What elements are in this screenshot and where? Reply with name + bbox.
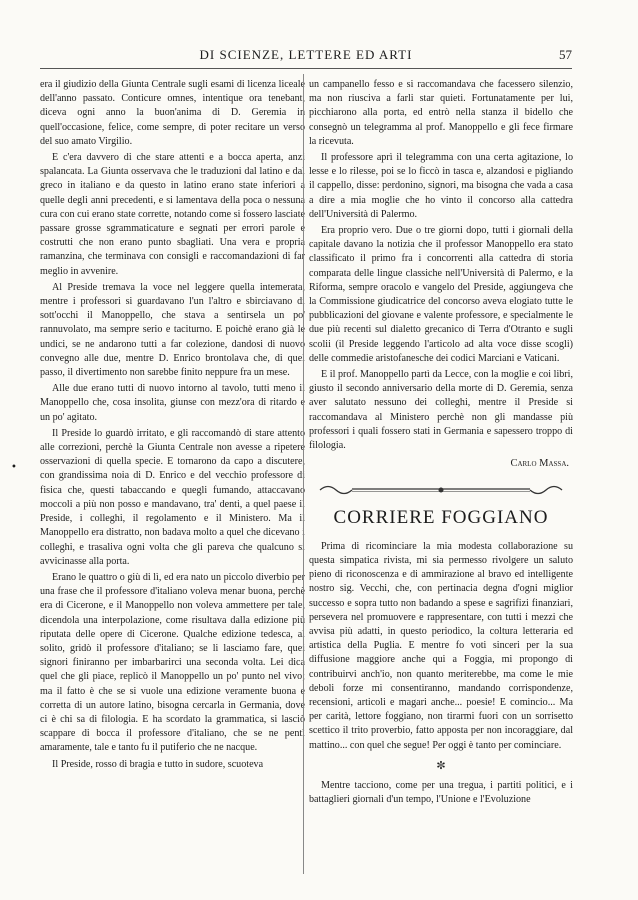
paragraph: E c'era davvero di che stare attenti e a bocca aperta, anzi spalancata. La Giunta osservava che le traduzioni dal latino e dal greco in italiano e da questo in latino erano state inferiori a quelle degli anni precedenti, e si lamentava della poca o nessuna cura con cui erano state corrette, notando come si fossero lasciate passare grosse sgrammaticature e segnati per errori parole e costrutti che non erano punto sbagliati. Una vera e propria ramanzina, che terminava con consigli e raccomandazioni di far meglio in avvenire. [40,152,305,277]
ornamental-rule [309,481,573,499]
author-signature: Carlo Massa. [510,458,569,470]
paragraph: E il prof. Manoppello partì da Lecce, con la moglie e coi libri, giusto il secondo anniversario della morte di D. Geremia, senza aver salutato nessuno dei colleghi, mentre il Preside si raccomandava al Ministero perchè non gli mandasse più professori i quali fossero stati in Germania e sapessero troppo di filologia. [309,369,573,452]
paragraph: era il giudizio della Giunta Centrale sugli esami di licenza liceale dell'anno passato. Conticure omnes, intentique ora tenebant, diceva ogni anno la buon'anima di D. Geremia in quell'occasione, felice, come sempre, di poter recitare un verso del suo amato Virgilio. [40,79,305,147]
page-number: 57 [559,47,572,62]
paragraph: Alle due erano tutti di nuovo intorno al tavolo, tutti meno il Manoppello che, cosa insolita, giunse con mezz'ora di ritardo e un po' agitato. [40,383,305,423]
paragraph: Al Preside tremava la voce nel leggere quella intemerata, mentre i professori si guardavano l'un l'altro e sbirciavano di sott'occhi il Manoppello, che stava a sentirsela un po' rannuvolato, ma sempre serio e taciturno. E poichè erano già le undici, se ne andarono tutti a far colezione, dandosi di nuovo convegno alle due, mentre D. Enrico brontolava che, di quel passo, il divertimento non sarebbe finito neppure fra un mese. [40,281,305,379]
paragraph: Il Preside lo guardò irritato, e gli raccomandò di stare attento alle correzioni, perchè la Giunta Centrale non avesse a ripetere osservazioni di quella specie. E tornarono da capo a discutere, con grandissima noia di D. Enrico e del vecchio professore di fisica che, questi tabaccando e quegli fumando, attaccavano moccoli a più non posso e mandavano, tra' denti, a quel paese il Preside, i colleghi, il regolamento e il Ministero. Ma il Manoppello era distratto, non badava molto a quel che dicevano i colleghi, e trasaliva ogni volta che gli pareva che qualcuno si avvicinasse alla porta. [40,427,305,567]
column-divider [303,74,304,874]
paragraph: Il Preside, rosso di bragia e tutto in sudore, scuoteva [52,758,264,770]
paragraph: Mentre tacciono, come per una tregua, i partiti politici, e i battaglieri giornali d'un tempo, l'Unione e l'Evoluzione [309,779,573,806]
section-title: CORRIERE FOGGIANO [333,507,549,529]
right-column [309,78,573,809]
ornament-flourish-icon [316,481,566,499]
paragraph: un campanello fesso e si raccomandava che facessero silenzio, ma non riusciva a farli star quieti. Fortunatamente per lui, picchiarono alla porta, ed entrò nella stanza il bidello che consegnò un telegramma al prof. Manoppello e gli fece firmare la ricevuta. [309,79,573,147]
running-title: DI SCIENZE, LETTERE ED ARTI [199,47,413,62]
header-rule [40,68,572,69]
margin-mark: • [11,462,17,473]
paragraph: Il professore aprì il telegramma con una certa agitazione, lo lesse e lo rilesse, poi se lo ficcò in tasca e, alzandosi e pigliando il cappello, disse: perdonino, signori, ma bisogna che vada a casa a dire a mia moglie che ho vinto il concorso alla cattedra dell'Università di Palermo. [309,152,573,220]
page-header [40,47,572,67]
paragraph: Erano le quattro o giù di lì, ed era nato un piccolo diverbio per una frase che il professore d'italiano voleva menar buona, perchè era di Cicerone, e il Manoppello non voleva ammettere per tale, dicendola una interpolazione, come risultava dalla edizione più riputata delle opere di Cicerone. Qualche edizione tedesca, al solito, gridò il professore d'italiano; se li lasciamo fare, quei signori finiranno per imbarbarirci una seconda volta. Lei dica quel che gli piace, replicò il Manoppello un po' punto nel vivo; ma il fatto è che se si vuole una edizione veramente buona e corretta di un autore latino, bisogna cercarla in Germania, dove ci è chi sa di filologia. E ha scordato la grammatica, si lasciò scappare di bocca il professore d'italiano, che se ne pentì amaramente, tale e tanto fu il putiferio che ne nacque. [40,571,305,754]
paragraph: Prima di ricominciare la mia modesta collaborazione su questa simpatica rivista, mi sia permesso rivolgere un saluto pieno di riconoscenza e di ammirazione al bravo ed intelligente nostro sig. Vecchi, che, con pertinacia degna d'ogni miglior successo e sopra tutto non badando a spese e sagrifizi finanziari, persevera nel promuovere e rappresentare, con tutti i mezzi che avvisa più adatti, in questo periodico, la coltura letteraria ed artistica della Puglia. E mentre fo voti sinceri per la sua diffusione maggiore anche qui a Foggia, mi propongo di contribuirvi anch'io, non quanto meriterebbe, ma come le mie deboli forze mi consentiranno, mandando corrispondenze, recensioni, articoli e magari anche... poesie! E comincio... Ma per carità, lettore foggiano, non tirarmi fuori con un sorrisetto scettico il trito proverbio, fatto apposta per non incoraggiare, dal mattino... con quel che segue! Per oggi è tanto per cominciare. [309,540,573,751]
paragraph: Era proprio vero. Due o tre giorni dopo, tutti i giornali della capitale davano la notizia che il professor Manoppello era stato classificato il primo fra i concorrenti alla cattedra di storia comparata delle lingue classiche nell'Università di Palermo, e la Riforma, sempre oracolo e vangelo del Preside, aggiungeva che la Commissione giudicatrice del concorso aveva elogiato tutte le pubblicazioni del giovane e valente professore, e specialmente le due più recenti sul dialetto grecanico di Terra d'Otranto e sugli scolii (il Preside leggendo l'articolo ad alta voce disse scogli) delle commedie aristofanesche dei codici Marciani e Vaticani. [309,225,573,364]
asterism-separator: ✼ [436,759,446,772]
left-column [40,78,305,774]
